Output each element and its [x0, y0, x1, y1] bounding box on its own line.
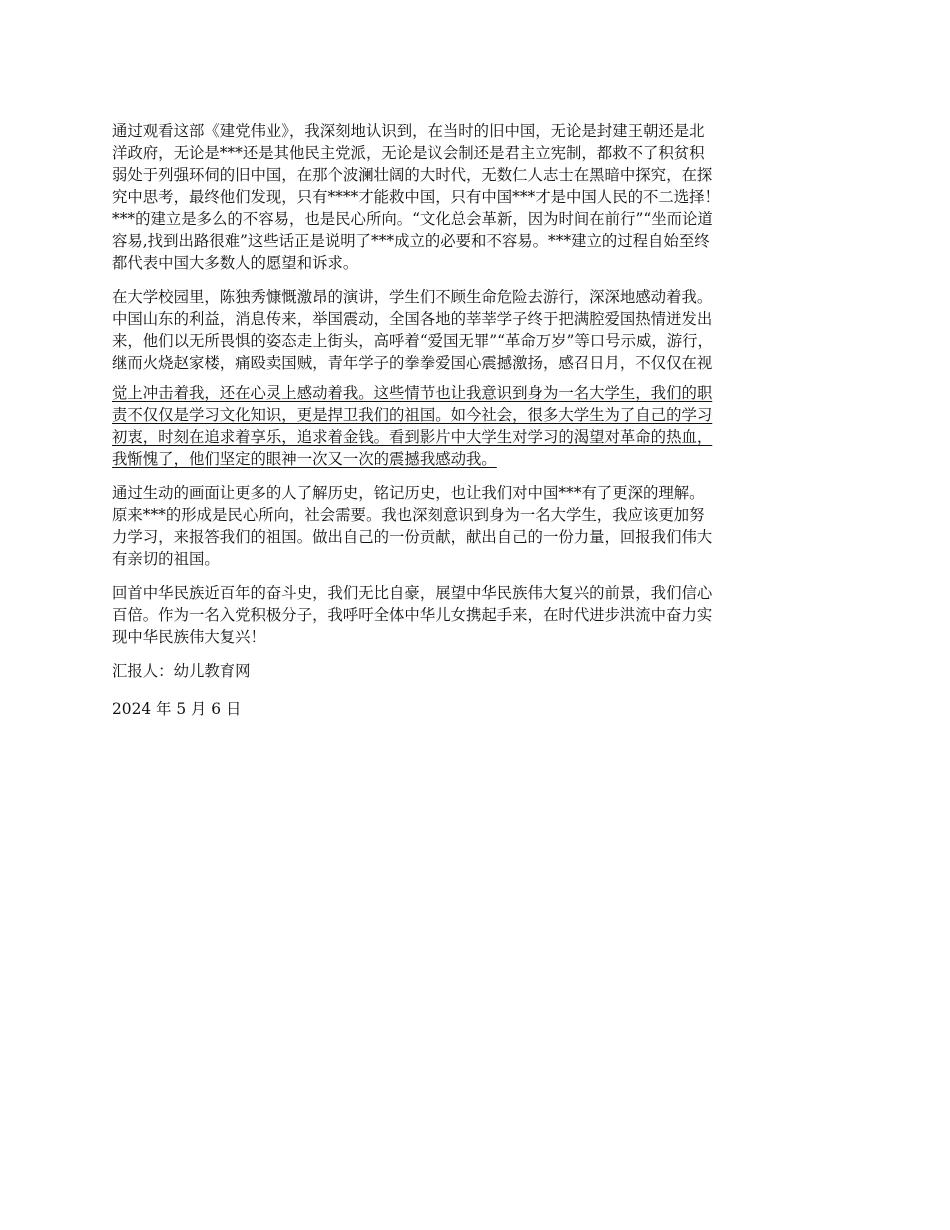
paragraph-3-underlined	[112, 382, 840, 470]
paragraph-line: 在大学校园里，陈独秀慷慨激昂的演讲，学生们不顾生命危险去游行，深深地感动着我。	[112, 288, 713, 306]
paragraph-line: 中国山东的利益，消息传来，举国震动，全国各地的莘莘学子终于把满腔爱国热情迸发出	[112, 310, 713, 328]
paragraph-line: 百倍。作为一名入党积极分子，我呼吁全体中华儿女携起手来，在时代进步洪流中奋力实	[112, 606, 713, 624]
paragraph-5	[112, 582, 840, 648]
paragraph-line: 力学习，来报答我们的祖国。做出自己的一份贡献，献出自己的一份力量，回报我们伟大	[112, 528, 713, 546]
paragraph-line: 洋政府，无论是***还是其他民主党派，无论是议会制还是君主立宪制，都救不了积贫积	[112, 144, 705, 162]
paragraph-1	[112, 120, 840, 274]
reporter-line: 汇报人：幼儿教育网	[112, 662, 251, 680]
underlined-line: 觉上冲击着我，还在心灵上感动着我。这些情节也让我意识到身为一名大学生，我们的职	[112, 384, 713, 402]
paragraph-line: 现中华民族伟大复兴！	[112, 628, 266, 646]
paragraph-line: 回首中华民族近百年的奋斗史，我们无比自豪，展望中华民族伟大复兴的前景，我们信心	[112, 584, 713, 602]
underlined-line: 初衷，时刻在追求着享乐，追求着金钱。看到影片中大学生对学习的渴望对革命的热血，	[112, 428, 713, 446]
report-date: 2024 年 5 月 6 日	[112, 700, 242, 718]
paragraph-line: 究中思考，最终他们发现，只有****才能救中国，只有中国***才是中国人民的不二选择！	[112, 188, 720, 206]
paragraph-line: 通过生动的画面让更多的人了解历史，铭记历史，也让我们对中国***有了更深的理解。	[112, 484, 705, 502]
paragraph-2	[112, 286, 840, 374]
paragraph-line: 弱处于列强环伺的旧中国，在那个波澜壮阔的大时代，无数仁人志士在黑暗中探究，在探	[112, 166, 713, 184]
underlined-line: 我惭愧了，他们坚定的眼神一次又一次的震撼我感动我。	[112, 450, 497, 468]
paragraph-line: ***的建立是多么的不容易，也是民心所向。“文化总会革新，因为时间在前行”“坐而论道	[112, 210, 713, 228]
paragraph-line: 来，他们以无所畏惧的姿态走上街头，高呼着“爱国无罪”“革命万岁”等口号示威，游行，	[112, 332, 713, 350]
paragraph-4	[112, 482, 840, 570]
report-document	[112, 120, 840, 736]
paragraph-line: 通过观看这部《建党伟业》，我深刻地认识到，在当时的旧中国，无论是封建王朝还是北	[112, 122, 705, 140]
paragraph-line: 有亲切的祖国。	[112, 550, 220, 568]
paragraph-line: 容易,找到出路很难”这些话正是说明了***成立的必要和不容易。***建立的过程自始至终	[112, 232, 710, 250]
paragraph-line: 原来***的形成是民心所向，社会需要。我也深刻意识到身为一名大学生，我应该更加努	[112, 506, 705, 524]
underlined-line: 责不仅仅是学习文化知识，更是捍卫我们的祖国。如今社会，很多大学生为了自己的学习	[112, 406, 713, 424]
paragraph-line: 继而火烧赵家楼，痛殴卖国贼，青年学子的拳拳爱国心震撼激扬，感召日月，不仅仅在视	[112, 354, 713, 372]
paragraph-line: 都代表中国大多数人的愿望和诉求。	[112, 254, 359, 272]
